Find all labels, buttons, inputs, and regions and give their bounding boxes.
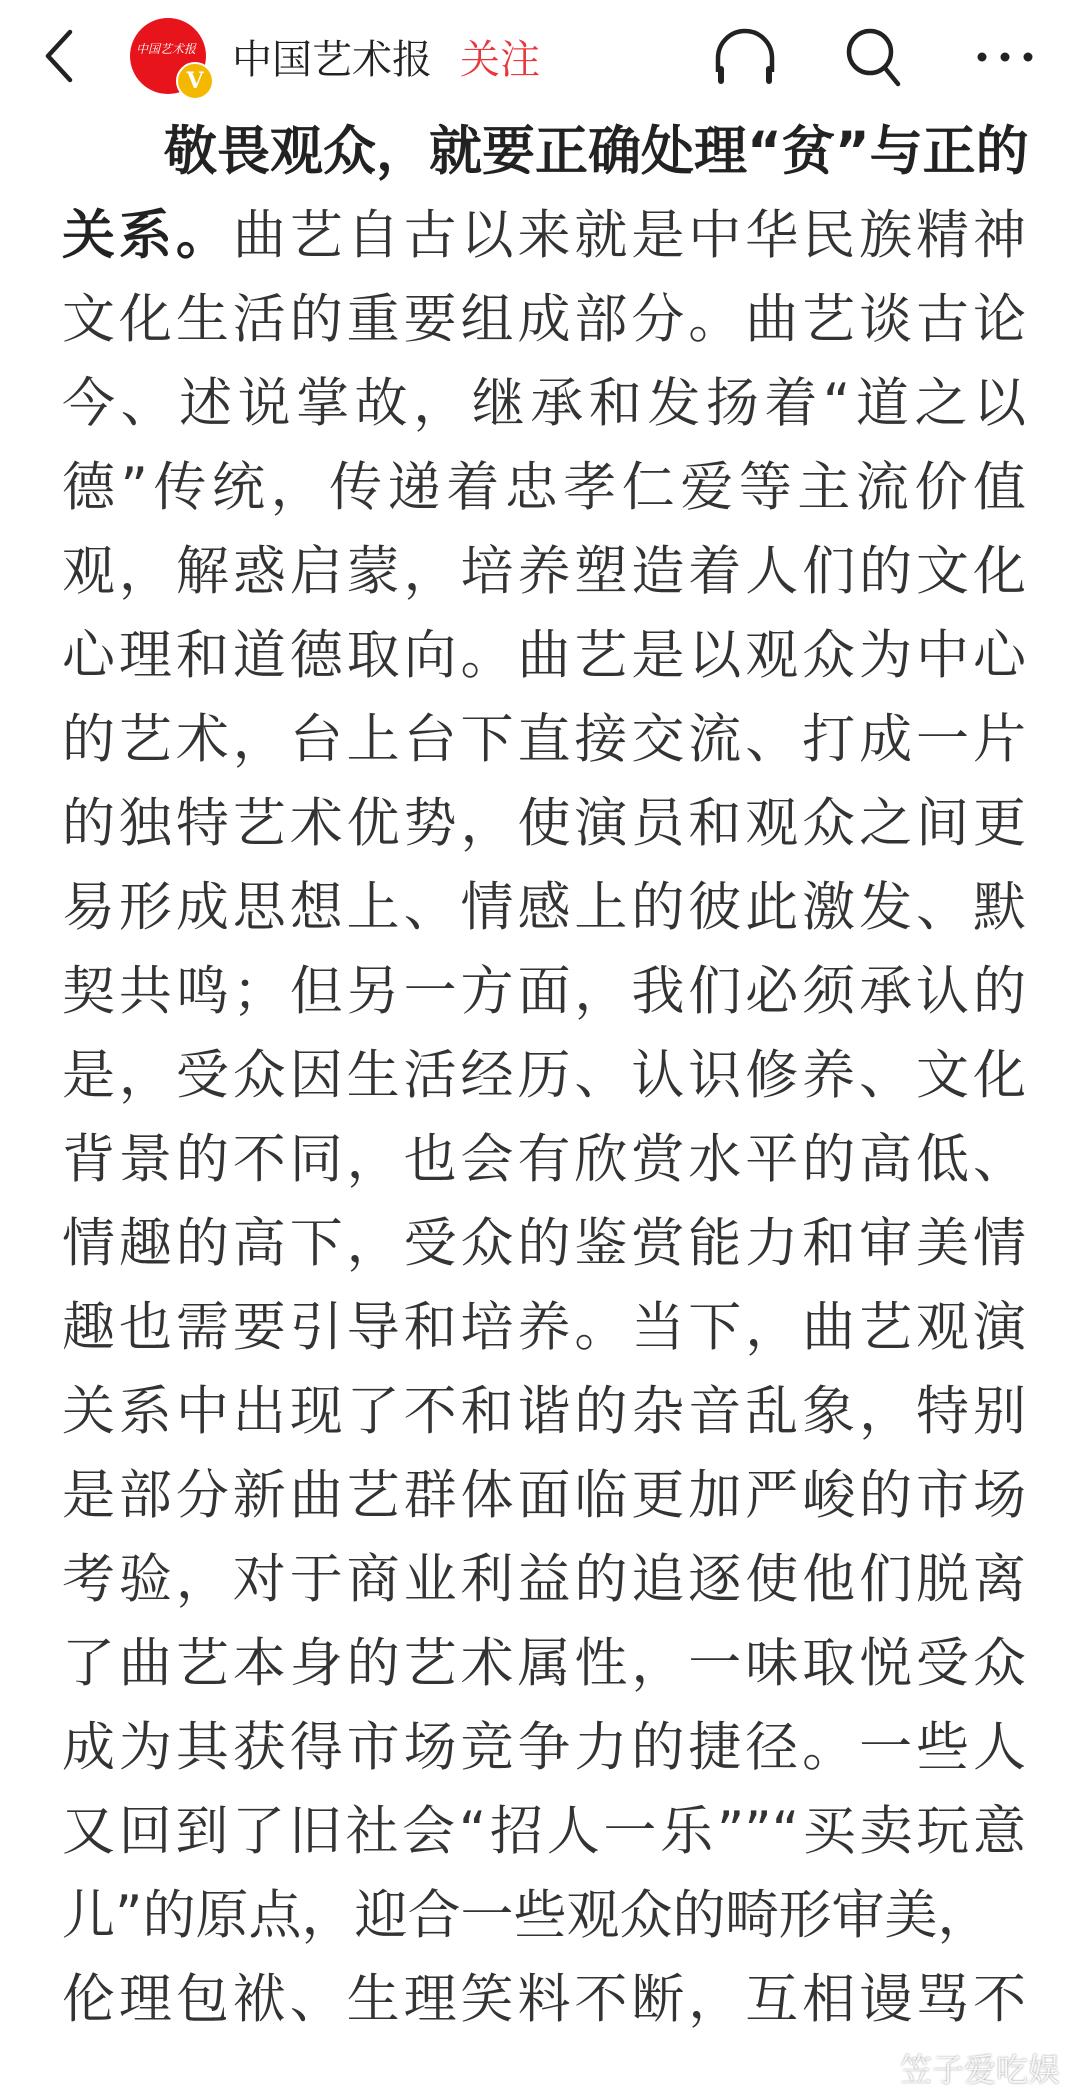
body-text: 的独特艺术优势，使演员和观众之间更 [62,793,1026,854]
article-line [62,1118,1026,1202]
article-line [62,446,1026,530]
body-text: 伦理包袱、生理笑料不断，互相谩骂不 [62,1969,1026,2030]
top-bar [0,0,1080,110]
article-line [62,1202,1026,1286]
account-avatar[interactable] [130,18,206,94]
article-line [62,1958,1026,2042]
follow-button[interactable]: 关注 [460,37,540,83]
article-line [62,278,1026,362]
more-icon [970,22,1040,92]
body-text: 观，解惑启蒙，培养塑造着人们的文化 [62,541,1026,602]
watermark: 笠子爱吃娱 [899,2051,1060,2089]
body-text: 德”传统，传递着忠孝仁爱等主流价值 [62,457,1026,518]
article-line [62,530,1026,614]
avatar-logo: 中国艺术报 [136,42,197,56]
account-name[interactable]: 中国艺术报 [232,37,432,83]
search-button[interactable] [838,22,908,92]
body-text: 儿”的原点，迎合一些观众的畸形审美， [62,1885,991,1946]
article-line [62,1370,1026,1454]
body-text: 关系中出现了不和谐的杂音乱象，特别 [62,1381,1026,1442]
listen-button[interactable] [710,22,780,92]
article-line [62,1706,1026,1790]
body-text: 趣也需要引导和培养。当下，曲艺观演 [62,1297,1026,1358]
article-line [62,1286,1026,1370]
article-line [62,866,1026,950]
article-line [62,1538,1026,1622]
body-text: 背景的不同，也会有欣赏水平的高低、 [62,1129,1026,1190]
body-text: 成为其获得市场竞争力的捷径。一些人 [62,1717,1026,1778]
chevron-left-icon [38,26,82,86]
article-body [62,110,1029,2042]
body-text: 是，受众因生活经历、认识修养、文化 [62,1045,1026,1106]
body-text: 是部分新曲艺群体面临更加严峻的市场 [62,1465,1026,1526]
body-text: 心理和道德取向。曲艺是以观众为中心 [62,625,1026,686]
body-text: 考验，对于商业利益的追逐使他们脱离 [62,1549,1026,1610]
body-text: 今、述说掌故，继承和发扬着“道之以 [62,373,1026,434]
body-text: 契共鸣；但另一方面，我们必须承认的 [62,961,1026,1022]
body-text: 的艺术，台上台下直接交流、打成一片 [62,709,1026,770]
article-line [62,194,1026,278]
article-line [62,614,1026,698]
headphones-icon [710,22,780,92]
body-text: 易形成思想上、情感上的彼此激发、默 [62,877,1026,938]
bold-heading-text: 关系。 [62,205,233,266]
article-line [62,1790,1026,1874]
back-button[interactable] [38,26,82,86]
article-line [62,1622,1026,1706]
article-line [62,1454,1026,1538]
body-text: 又回到了旧社会“招人一乐””“买卖玩意 [62,1801,1026,1862]
more-button[interactable] [970,22,1040,92]
article-line [62,698,1026,782]
article-line [62,1034,1026,1118]
article-line [62,782,1026,866]
bold-heading-text: 敬畏观众，就要正确处理“贫”与正的 [164,121,1029,182]
search-icon [838,22,908,92]
verified-badge: V [176,62,214,100]
article-line [62,1874,1026,1958]
article-line [62,950,1026,1034]
body-text: 曲艺自古以来就是中华民族精神 [232,205,1026,266]
article-line [62,362,1026,446]
article-line [62,110,1029,194]
body-text: 文化生活的重要组成部分。曲艺谈古论 [62,289,1026,350]
body-text: 了曲艺本身的艺术属性，一味取悦受众 [62,1633,1026,1694]
body-text: 情趣的高下，受众的鉴赏能力和审美情 [62,1213,1026,1274]
